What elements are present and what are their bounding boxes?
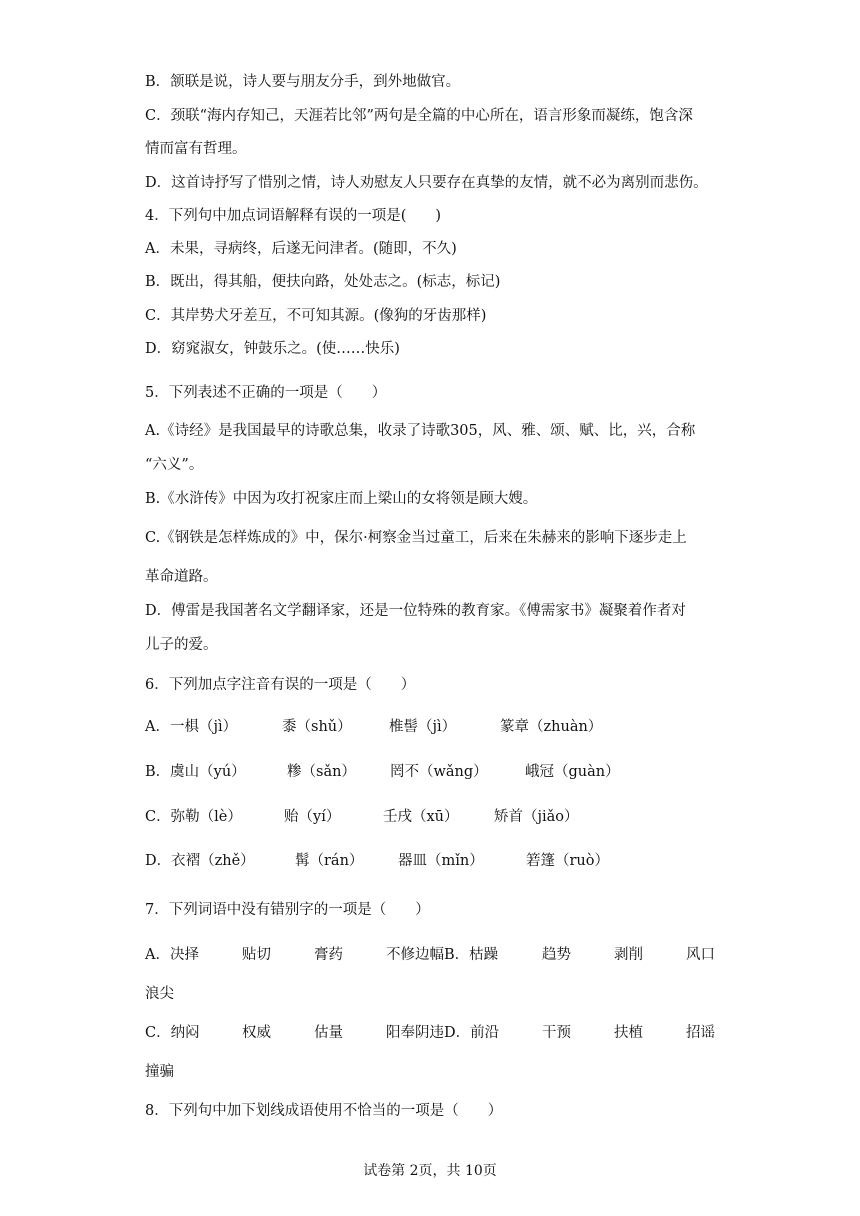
- q5-option-a-cont: “六义”。: [145, 457, 204, 473]
- q5-option-c-cont: 革命道路。: [145, 569, 218, 585]
- q4-option-d: D．窈窕淑女，钟鼓乐之。(使……快乐): [145, 341, 400, 357]
- q7-c-1: C．纳闷: [145, 1025, 200, 1041]
- q8-title: 8．下列句中加下划线成语使用不恰当的一项是（ ）: [145, 1103, 503, 1119]
- q3-option-c-cont: 情而富有哲理。: [145, 141, 247, 157]
- q6-c-1: C．弥勒（lè）: [145, 809, 242, 825]
- q7-title: 7．下列词语中没有错别字的一项是（ ）: [145, 902, 430, 918]
- q6-b-4: 峨冠（guàn）: [525, 764, 620, 780]
- q7-a-1: A．决择: [145, 947, 199, 963]
- q7-b-3: 剥削: [614, 947, 643, 963]
- q6-a-4: 篆章（zhuàn）: [500, 719, 603, 735]
- q7-d-3: 扶植: [614, 1025, 643, 1041]
- q7-b-cont: 浪尖: [145, 986, 174, 1002]
- q5-option-d: D．傅雷是我国著名文学翻译家，还是一位特殊的教育家。《傅需家书》凝聚着作者对: [145, 603, 686, 619]
- q7-a-3: 膏药: [314, 947, 343, 963]
- page-footer: 试卷第 2页，共 10页: [363, 1163, 497, 1179]
- q4-option-a: A．未果，寻病终，后遂无问津者。(随即，不久): [145, 241, 457, 257]
- q6-b-3: 罔不（wǎng）: [390, 764, 488, 780]
- q7-c-2: 权威: [242, 1025, 271, 1041]
- q7-d-2: 干预: [542, 1025, 571, 1041]
- q6-c-4: 矫首（jiǎo）: [494, 809, 579, 825]
- q6-d-4: 箬篷（ruò）: [526, 853, 609, 869]
- q7-a-4: 不修边幅B．枯躁: [386, 947, 499, 963]
- q7-d-4: 招谣: [686, 1025, 715, 1041]
- q6-a-3: 椎髻（jì）: [389, 719, 457, 735]
- q5-option-a: A.《诗经》是我国最早的诗歌总集，收录了诗歌305，风、雅、颂、赋、比，兴，合称: [145, 423, 696, 439]
- q7-c-4: 阳奉阴违D．前沿: [386, 1025, 500, 1041]
- q3-option-d: D．这首诗抒写了惜别之情，诗人劝慰友人只要存在真挚的友情，就不必为离别而悲伤。: [145, 175, 708, 191]
- q3-option-b: B．颔联是说，诗人要与朋友分手，到外地做官。: [145, 74, 461, 90]
- q7-d-cont: 撞骗: [145, 1064, 174, 1080]
- q7-b-4: 风口: [686, 947, 715, 963]
- q6-title: 6．下列加点字注音有误的一项是（ ）: [145, 677, 416, 693]
- q5-option-d-cont: 儿子的爱。: [145, 637, 218, 653]
- q7-a-2: 贴切: [242, 947, 271, 963]
- q5-option-c: C.《钢铁是怎样炼成的》中，保尔·柯察金当过童工，后来在朱赫来的影响下逐步走上: [145, 530, 687, 546]
- q6-a-2: 黍（shǔ）: [282, 719, 352, 735]
- q4-option-c: C．其岸势犬牙差互，不可知其源。(像狗的牙齿那样): [145, 308, 487, 324]
- q7-b-2: 趋势: [542, 947, 571, 963]
- q6-c-2: 贻（yí）: [284, 809, 341, 825]
- q6-c-3: 壬戌（xū）: [383, 809, 459, 825]
- q6-b-1: B．虞山（yú）: [145, 764, 246, 780]
- q4-title: 4．下列句中加点词语解释有误的一项是( ): [145, 208, 442, 224]
- q6-b-2: 糁（sǎn）: [287, 764, 356, 780]
- q5-option-b: B.《水浒传》中因为攻打祝家庄而上梁山的女将领是顾大嫂。: [145, 491, 538, 507]
- q6-a-1: A．一椇（jì）: [145, 719, 238, 735]
- q6-d-2: 髯（rán）: [295, 853, 364, 869]
- q6-d-3: 器皿（mǐn）: [398, 853, 484, 869]
- q6-d-1: D．衣褶（zhě）: [145, 853, 255, 869]
- q3-option-c: C．颈联“海内存知己，天涯若比邻”两句是全篇的中心所在，语言形象而凝练，饱含深: [145, 108, 693, 124]
- q5-title: 5．下列表述不正确的一项是（ ）: [145, 385, 387, 401]
- q7-c-3: 估量: [314, 1025, 343, 1041]
- q4-option-b: B．既出，得其船，便扶向路，处处志之。(标志，标记): [145, 274, 501, 290]
